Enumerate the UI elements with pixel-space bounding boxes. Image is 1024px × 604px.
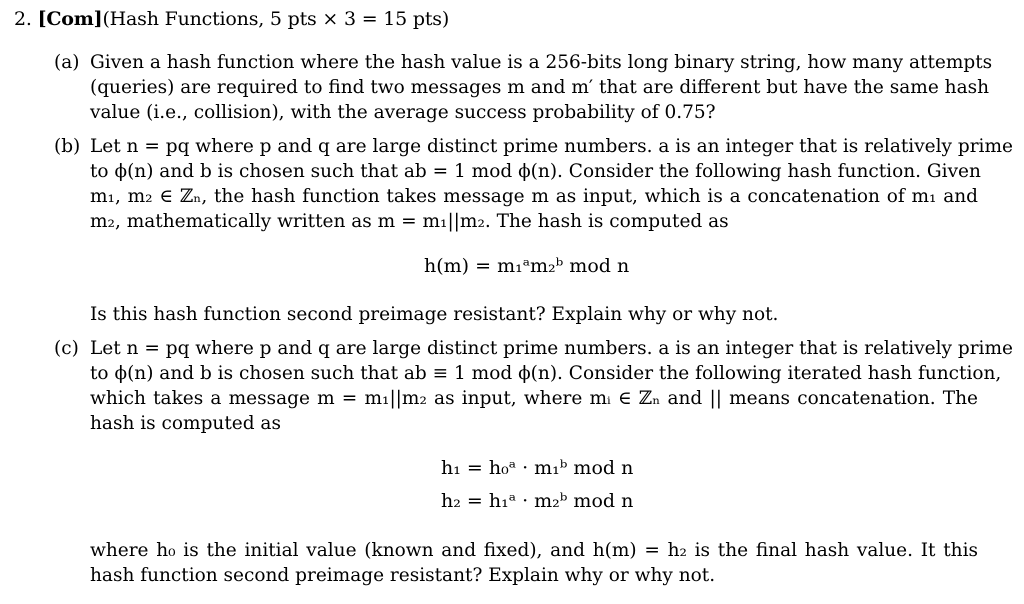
part-b-line: m₂, mathematically written as m = m₁||m₂. The hash is computed as bbox=[90, 211, 729, 232]
part-b-label: (b) bbox=[54, 136, 81, 157]
part-c-equation-1: h₁ = h₀ᵃ · m₁ᵇ mod n bbox=[441, 457, 634, 479]
part-c-label: (c) bbox=[54, 338, 79, 359]
question-title: (Hash Functions, 5 pts × 3 = 15 pts) bbox=[102, 8, 450, 30]
part-c-text bbox=[90, 336, 1013, 436]
part-b-line: m₁, m₂ ∈ ℤₙ, the hash function takes message m as input, which is a concatenation of m₁ and bbox=[90, 186, 978, 207]
part-c-equation-2: h₂ = h₁ᵃ · m₂ᵇ mod n bbox=[441, 490, 634, 512]
part-c-closing bbox=[90, 538, 978, 588]
question-header bbox=[14, 8, 449, 30]
part-c-closing-line: hash function second preimage resistant? Explain why or why not. bbox=[90, 565, 716, 586]
part-a-label: (a) bbox=[54, 52, 80, 73]
part-b-equation: h(m) = m₁ᵃm₂ᵇ mod n bbox=[424, 255, 630, 277]
question-number: 2. bbox=[14, 8, 32, 30]
part-b-text bbox=[90, 134, 1013, 234]
part-c-line: to ϕ(n) and b is chosen such that ab ≡ 1 mod ϕ(n). Consider the following iterated hash function, bbox=[90, 363, 1002, 384]
part-a-text bbox=[90, 50, 993, 125]
part-a-line: (queries) are required to find two messages m and m′ that are different but have the same hash bbox=[90, 77, 990, 98]
part-c-line: Let n = pq where p and q are large distinct prime numbers. a is an integer that is relatively prime bbox=[90, 338, 1013, 359]
question-tag: [Com] bbox=[37, 8, 103, 30]
part-b-line: Let n = pq where p and q are large distinct prime numbers. a is an integer that is relatively prime bbox=[90, 136, 1013, 157]
part-b-question: Is this hash function second preimage resistant? Explain why or why not. bbox=[90, 304, 779, 325]
part-c-line: which takes a message m = m₁||m₂ as input, where mᵢ ∈ ℤₙ and || means concatenation. The bbox=[90, 388, 978, 409]
part-c-line: hash is computed as bbox=[90, 413, 281, 434]
part-a-line: Given a hash function where the hash value is a 256-bits long binary string, how many attempts bbox=[90, 52, 993, 73]
part-b-line: to ϕ(n) and b is chosen such that ab = 1 mod ϕ(n). Consider the following hash function. Given bbox=[90, 161, 981, 182]
part-a-line: value (i.e., collision), with the average success probability of 0.75? bbox=[90, 102, 716, 123]
part-c-closing-line: where h₀ is the initial value (known and fixed), and h(m) = h₂ is the final hash value. It this bbox=[90, 540, 978, 561]
